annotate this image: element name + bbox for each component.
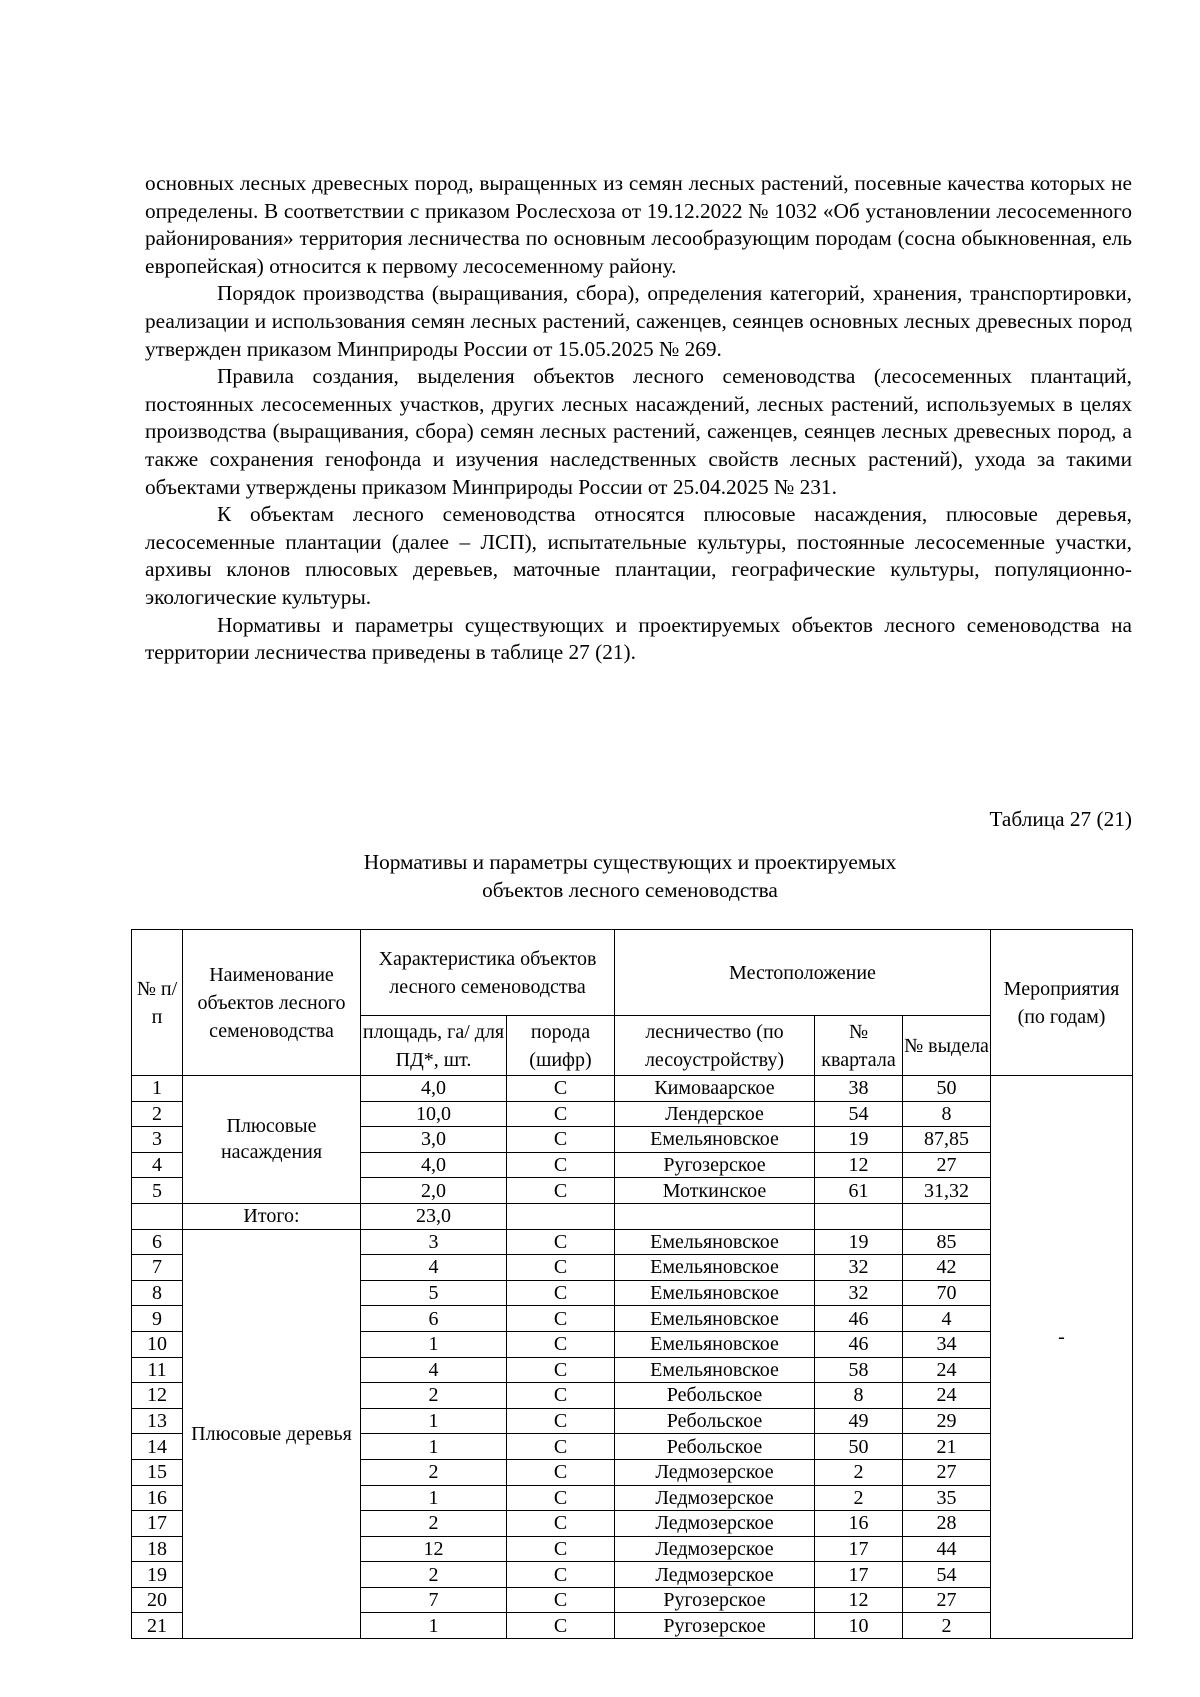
row-num: 9 [132,1306,183,1332]
row-num: 16 [132,1485,183,1511]
row-quarter: 16 [815,1511,903,1537]
row-quarter: 19 [815,1127,903,1153]
row-species: С [507,1076,615,1102]
row-species: С [507,1306,615,1332]
row-area: 1 [361,1613,507,1639]
row-species: С [507,1229,615,1255]
row-area: 2 [361,1562,507,1588]
row-section: 35 [903,1485,991,1511]
row-section: 34 [903,1331,991,1357]
row-area: 3,0 [361,1127,507,1153]
row-num: 13 [132,1408,183,1434]
total-num-empty [132,1203,183,1229]
row-forestry: Емельяновское [615,1255,815,1281]
row-area: 10,0 [361,1101,507,1127]
row-forestry: Ледмозерское [615,1562,815,1588]
row-section: 27 [903,1587,991,1613]
row-num: 10 [132,1331,183,1357]
row-forestry: Кимоваарское [615,1076,815,1102]
paragraph-4: К объектам лесного семеноводства относятся плюсовые насаждения, плюсовые деревья, лесосеменные плантации (далее – ЛСП), испытательные культуры, постоянные лесосеменные участки, архивы клонов плюсовых деревьев, маточные плантации, географические культуры, популяционно-экологические культуры. [145,502,1132,609]
row-quarter: 46 [815,1306,903,1332]
row-section: 70 [903,1280,991,1306]
row-section: 42 [903,1255,991,1281]
row-section: 8 [903,1101,991,1127]
row-num: 21 [132,1613,183,1639]
row-area: 4 [361,1255,507,1281]
header-measures: Мероприятия (по годам) [991,930,1133,1076]
row-forestry: Ребольское [615,1408,815,1434]
row-section: 44 [903,1536,991,1562]
header-section: № выдела [903,1016,991,1076]
row-species: С [507,1408,615,1434]
total-label: Итого: [183,1203,361,1229]
row-num: 17 [132,1511,183,1537]
row-section: 2 [903,1613,991,1639]
row-section: 4 [903,1306,991,1332]
row-quarter: 32 [815,1280,903,1306]
row-area: 4,0 [361,1152,507,1178]
row-section: 21 [903,1434,991,1460]
row-section: 31,32 [903,1178,991,1204]
row-quarter: 19 [815,1229,903,1255]
row-forestry: Емельяновское [615,1280,815,1306]
header-species: порода (шифр) [507,1016,615,1076]
row-quarter: 54 [815,1101,903,1127]
header-name: Наименование объектов лесного семеноводства [183,930,361,1076]
row-quarter: 58 [815,1357,903,1383]
row-num: 6 [132,1229,183,1255]
total-value: 23,0 [361,1203,507,1229]
row-area: 2 [361,1459,507,1485]
row-area: 5 [361,1280,507,1306]
row-species: С [507,1357,615,1383]
row-area: 2 [361,1511,507,1537]
row-species: С [507,1485,615,1511]
row-num: 19 [132,1562,183,1588]
row-forestry: Ледмозерское [615,1536,815,1562]
row-area: 1 [361,1408,507,1434]
row-species: С [507,1152,615,1178]
row-num: 5 [132,1178,183,1204]
row-num: 14 [132,1434,183,1460]
total-quarter-empty [815,1203,903,1229]
row-section: 29 [903,1408,991,1434]
row-area: 2,0 [361,1178,507,1204]
row-forestry: Ледмозерское [615,1511,815,1537]
row-quarter: 2 [815,1485,903,1511]
row-quarter: 8 [815,1383,903,1409]
row-area: 4,0 [361,1076,507,1102]
paragraph-3: Правила создания, выделения объектов лесного семеноводства (лесосеменных плантаций, постоянных лесосеменных участков, других лесных насаждений, лесных растений, используемых в целях производства (выращивания, сбора) семян лесных растений, саженцев, сеянцев лесных древесных пород, а также сохранения генофонда и изучения наследственных свойств лесных растений), ухода за такими объектами утверждены приказом Минприроды России от 25.04.2025 № 231. [145,364,1132,499]
row-num: 4 [132,1152,183,1178]
table-caption: Таблица 27 (21) [989,807,1132,831]
row-section: 87,85 [903,1127,991,1153]
row-forestry: Ругозерское [615,1613,815,1639]
row-forestry: Лендерское [615,1101,815,1127]
row-quarter: 17 [815,1562,903,1588]
header-quarter: № квартала [815,1016,903,1076]
row-species: С [507,1255,615,1281]
header-row-1 [132,930,1133,1016]
row-area: 2 [361,1383,507,1409]
row-forestry: Ребольское [615,1434,815,1460]
row-section: 85 [903,1229,991,1255]
row-quarter: 2 [815,1459,903,1485]
row-forestry: Ребольское [615,1383,815,1409]
header-characteristics: Характеристика объектов лесного семеноводства [361,930,615,1016]
row-area: 6 [361,1306,507,1332]
row-quarter: 50 [815,1434,903,1460]
row-species: С [507,1536,615,1562]
row-quarter: 38 [815,1076,903,1102]
row-quarter: 12 [815,1587,903,1613]
row-num: 7 [132,1255,183,1281]
row-area: 4 [361,1357,507,1383]
row-num: 3 [132,1127,183,1153]
table-title-line-2: объектов лесного семеноводства [482,878,778,902]
row-species: С [507,1383,615,1409]
row-species: С [507,1280,615,1306]
row-forestry: Моткинское [615,1178,815,1204]
row-section: 24 [903,1357,991,1383]
row-section: 24 [903,1383,991,1409]
row-quarter: 10 [815,1613,903,1639]
row-num: 11 [132,1357,183,1383]
row-species: С [507,1434,615,1460]
header-forestry: лесничество (по лесоустройству) [615,1016,815,1076]
row-species: С [507,1331,615,1357]
row-forestry: Ругозерское [615,1587,815,1613]
row-species: С [507,1613,615,1639]
row-area: 3 [361,1229,507,1255]
row-num: 18 [132,1536,183,1562]
row-forestry: Емельяновское [615,1229,815,1255]
row-quarter: 17 [815,1536,903,1562]
row-species: С [507,1511,615,1537]
total-row [132,1203,1133,1229]
row-area: 1 [361,1331,507,1357]
seed-objects-table [131,929,1133,1639]
total-forestry-empty [615,1203,815,1229]
row-num: 12 [132,1383,183,1409]
row-forestry: Ругозерское [615,1152,815,1178]
table-row [132,1229,1133,1255]
row-area: 7 [361,1587,507,1613]
body-text [145,170,1132,667]
row-section: 28 [903,1511,991,1537]
row-species: С [507,1101,615,1127]
row-section: 27 [903,1459,991,1485]
row-species: С [507,1459,615,1485]
row-species: С [507,1587,615,1613]
row-species: С [507,1562,615,1588]
row-section: 54 [903,1562,991,1588]
row-num: 8 [132,1280,183,1306]
row-forestry: Ледмозерское [615,1459,815,1485]
measures-cell: - [991,1076,1133,1639]
row-area: 1 [361,1485,507,1511]
row-forestry: Емельяновское [615,1331,815,1357]
row-quarter: 61 [815,1178,903,1204]
row-area: 12 [361,1536,507,1562]
table-row [132,1076,1133,1102]
header-area: площадь, га/ для ПД*, шт. [361,1016,507,1076]
paragraph-5: Нормативы и параметры существующих и проектируемых объектов лесного семеноводства на территории лесничества приведены в таблице 27 (21). [145,612,1132,665]
row-quarter: 49 [815,1408,903,1434]
header-location: Местоположение [615,930,991,1016]
header-num: № п/п [132,930,183,1076]
row-forestry: Емельяновское [615,1306,815,1332]
row-num: 15 [132,1459,183,1485]
row-quarter: 46 [815,1331,903,1357]
total-species-empty [507,1203,615,1229]
row-quarter: 12 [815,1152,903,1178]
row-num: 2 [132,1101,183,1127]
paragraph-1: основных лесных древесных пород, выращенных из семян лесных растений, посевные качества которых не определены. В соответствии с приказом Рослесхоза от 19.12.2022 № 1032 «Об установлении лесосеменного районирования» территория лесничества по основным лесообразующим породам (сосна обыкновенная, ель европейская) относится к первому лесосеменному району. [145,171,1132,278]
row-species: С [507,1178,615,1204]
table-title-line-1: Нормативы и параметры существующих и проектируемых [363,850,897,874]
row-forestry: Ледмозерское [615,1485,815,1511]
group-name-plus-stands: Плюсовые насаждения [183,1076,361,1204]
table-title [0,848,1200,904]
group-name-plus-trees: Плюсовые деревья [183,1229,361,1639]
row-species: С [507,1127,615,1153]
row-num: 20 [132,1587,183,1613]
row-section: 50 [903,1076,991,1102]
paragraph-2: Порядок производства (выращивания, сбора), определения категорий, хранения, транспортировки, реализации и использования семян лесных растений, саженцев, сеянцев основных лесных древесных пород утвержден приказом Минприроды России от 15.05.2025 № 269. [145,281,1132,361]
row-forestry: Емельяновское [615,1127,815,1153]
row-num: 1 [132,1076,183,1102]
row-area: 1 [361,1434,507,1460]
row-quarter: 32 [815,1255,903,1281]
row-section: 27 [903,1152,991,1178]
table-body [132,930,1133,1639]
row-forestry: Емельяновское [615,1357,815,1383]
total-section-empty [903,1203,991,1229]
